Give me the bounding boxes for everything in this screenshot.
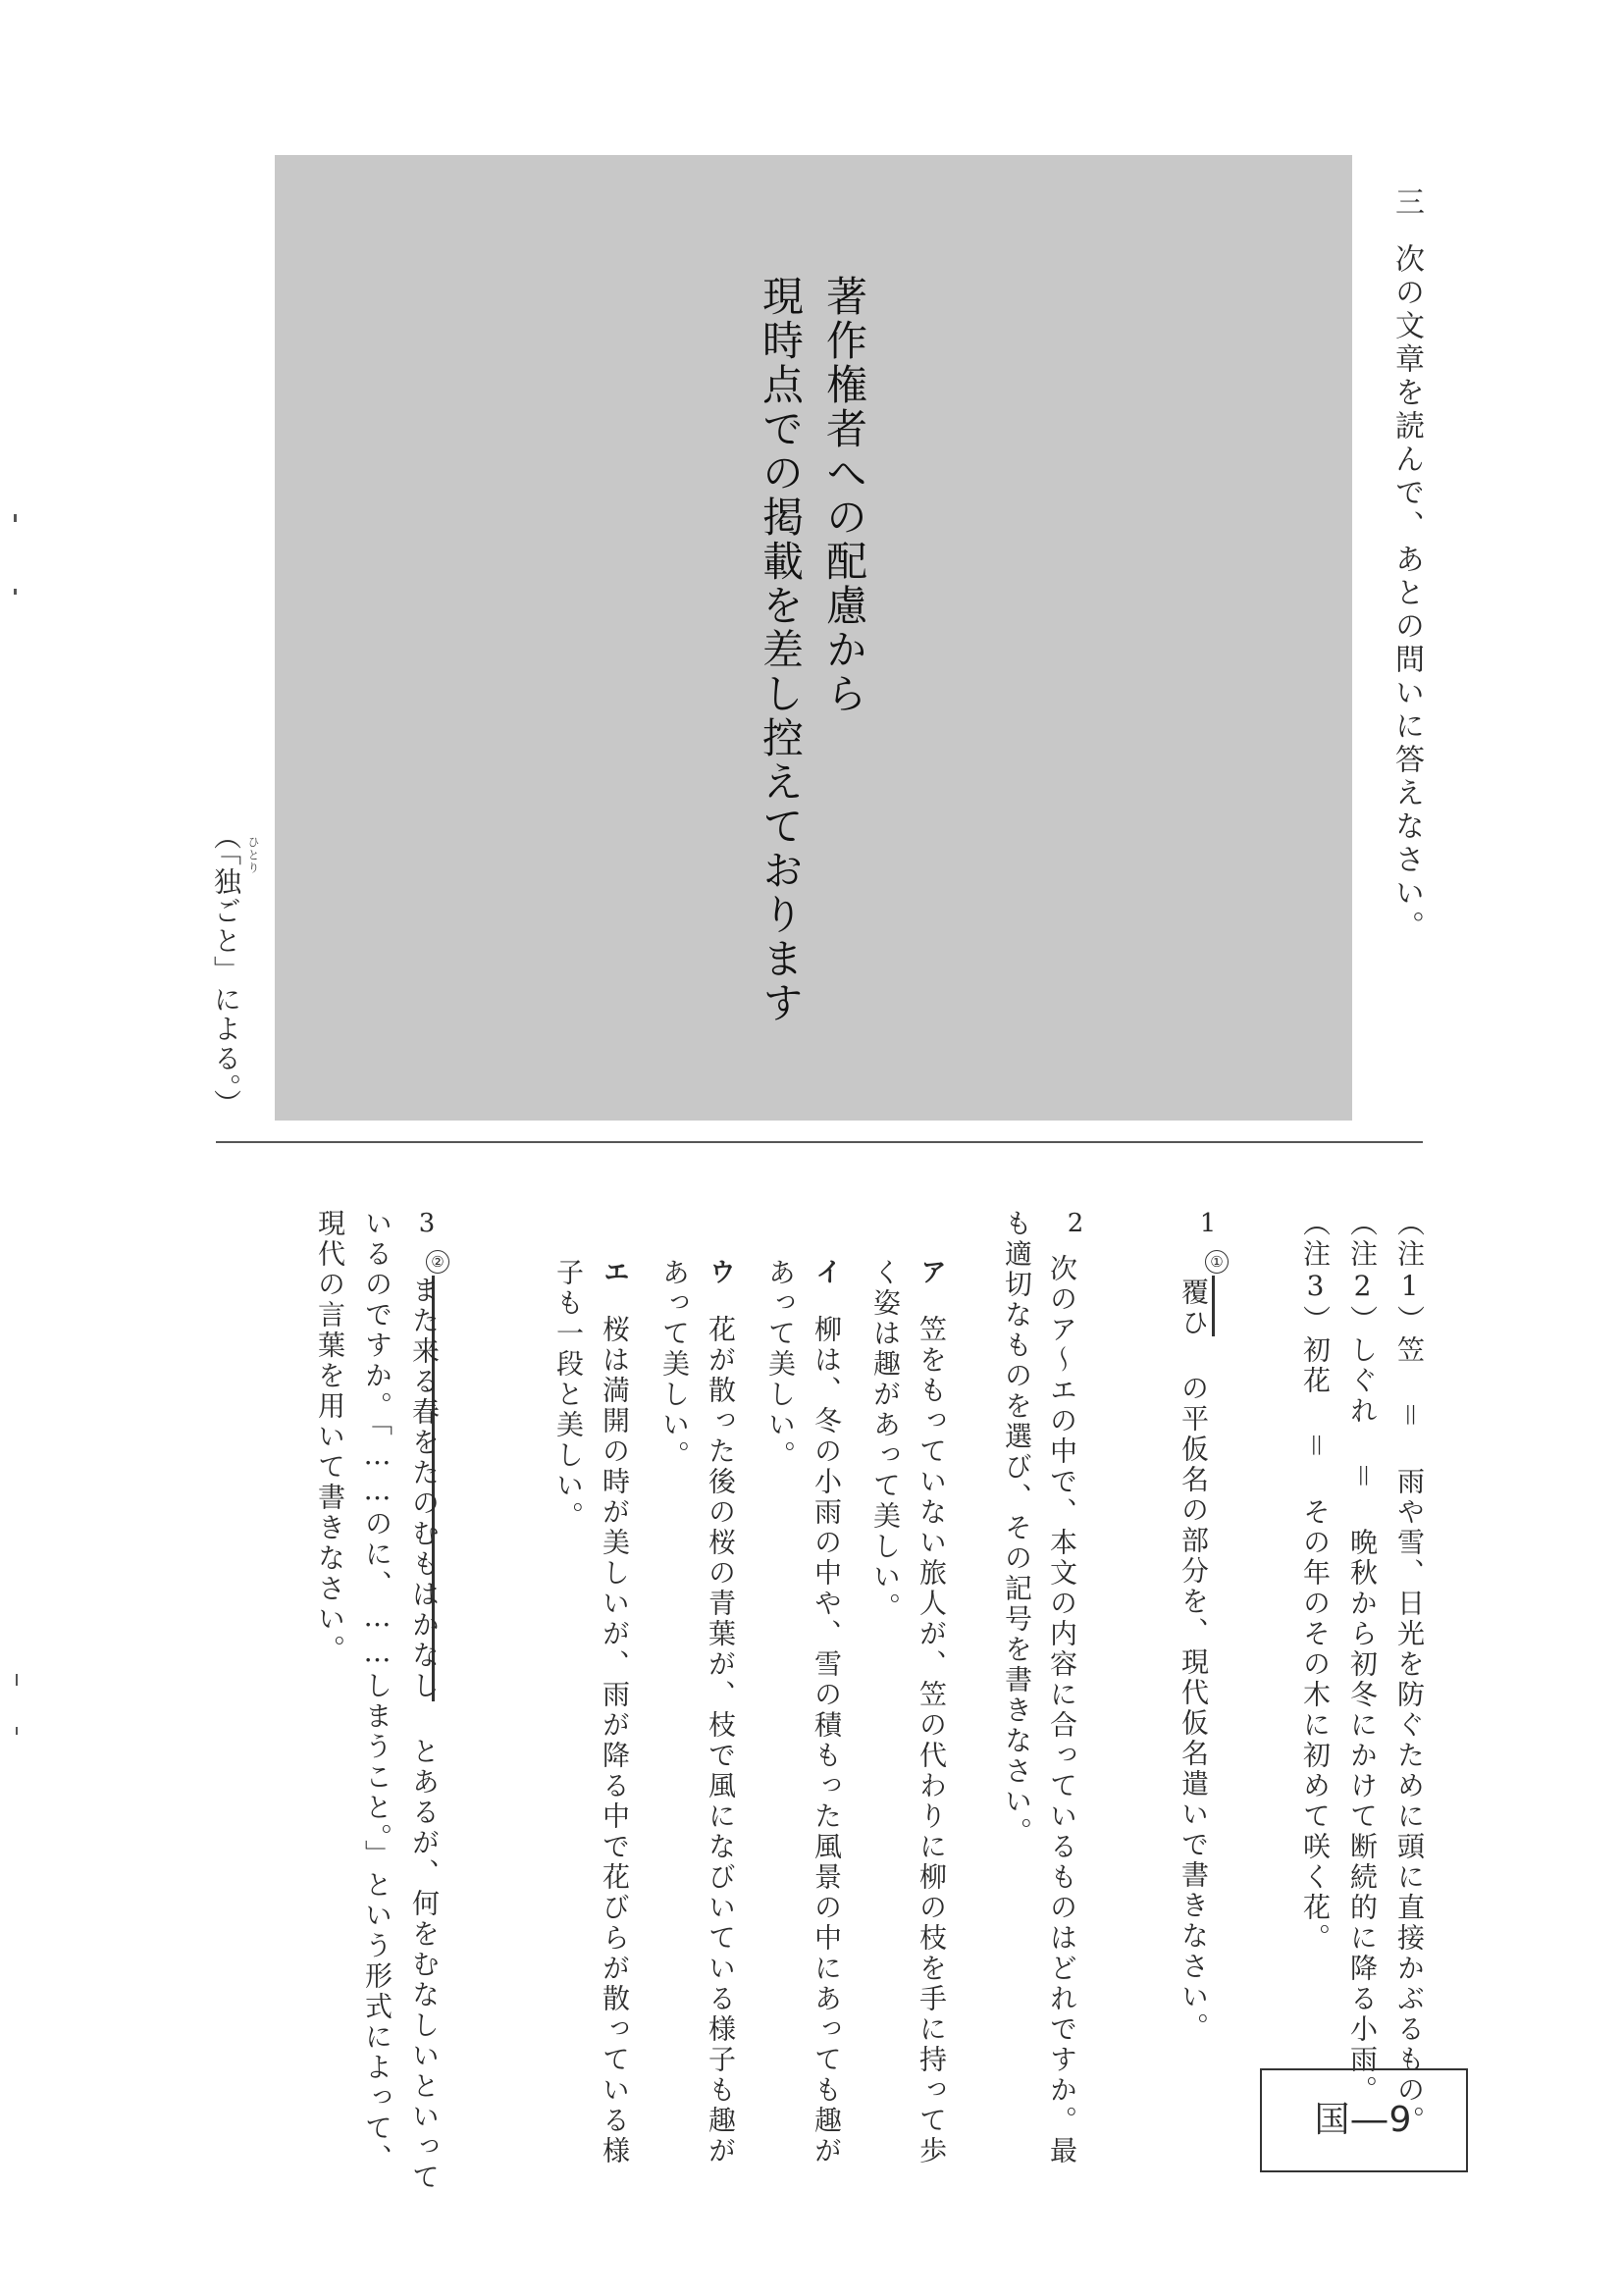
scan-mark — [16, 1674, 18, 1686]
option-i-text: 柳は、冬の小雨の中や、雪の積もった風景の中にあっても趣が — [811, 1315, 843, 2166]
source-citation: （「独ごと」による。） — [210, 822, 242, 1119]
question-1-text: 覆ひ の平仮名の部分を、現代仮名遣いで書きなさい。 — [1178, 1278, 1210, 2043]
scan-mark — [14, 589, 17, 595]
question-3-text: また来る春をたのむもはかなし とあるが、何をむなしいといって — [408, 1276, 441, 2193]
question-1-number: 1 — [1193, 1209, 1223, 1238]
option-u-text: 花が散った後の桜の青葉が、枝で風になびいている様子も趣が — [705, 1315, 737, 2166]
option-e-text-cont: 子も一段と美しい。 — [552, 1258, 585, 1532]
option-u-text-cont: あって美しい。 — [658, 1258, 691, 1471]
option-e-label: エ — [599, 1258, 629, 1284]
underline-marker-2: ② — [426, 1250, 449, 1274]
question-3-text-cont-2: 現代の言葉を用いて書きなさい。 — [314, 1209, 346, 1665]
page-number: 国―9 — [1260, 2068, 1468, 2172]
question-2-text-cont: も適切なものを選び、その記号を書きなさい。 — [1001, 1209, 1033, 1848]
section-instruction: 次の文章を読んで、あとの問いに答えなさい。 — [1389, 243, 1424, 944]
scan-mark — [16, 1727, 18, 1735]
redaction-notice-line-1: 著作権者への配慮から — [820, 275, 868, 716]
section-marker: 三 — [1389, 186, 1424, 216]
redaction-notice-line-2: 現時点での掲載を差し控えております — [757, 275, 805, 1025]
note-3: （注3）初花 ＝ その年のその木に初めて咲く花。 — [1299, 1209, 1332, 1954]
question-3-number: 3 — [412, 1209, 442, 1238]
underline-1 — [1212, 1276, 1215, 1336]
option-i-label: イ — [811, 1258, 841, 1284]
option-a-text-cont: く姿は趣があって美しい。 — [869, 1258, 902, 1623]
option-a-text: 笠をもっていない旅人が、笠の代わりに柳の枝を手に持って歩 — [916, 1315, 948, 2166]
option-e-text: 桜は満開の時が美しいが、雨が降る中で花びらが散っている様 — [599, 1315, 631, 2166]
redacted-passage-box — [275, 155, 1352, 1121]
note-2: （注2）しぐれ ＝ 晩秋から初冬にかけて断続的に降る小雨。 — [1346, 1209, 1379, 2106]
question-3-text-cont: いるのですか。「……のに、……しまうこと。」という形式によって、 — [361, 1209, 393, 2174]
section-divider — [216, 1141, 1423, 1143]
source-ruby: ひとり — [246, 836, 260, 874]
question-2-text: 次のア〜エの中で、本文の内容に合っているものはどれですか。最 — [1046, 1254, 1078, 2166]
underline-marker-1: ① — [1205, 1250, 1229, 1274]
option-a-label: ア — [916, 1258, 946, 1284]
option-u-label: ウ — [705, 1258, 735, 1284]
note-1: （注1）笠 ＝ 雨や雪、日光を防ぐために頭に直接かぶるもの。 — [1393, 1209, 1426, 2136]
scan-mark — [14, 514, 17, 522]
option-i-text-cont: あって美しい。 — [764, 1258, 797, 1471]
question-2-number: 2 — [1061, 1209, 1090, 1238]
